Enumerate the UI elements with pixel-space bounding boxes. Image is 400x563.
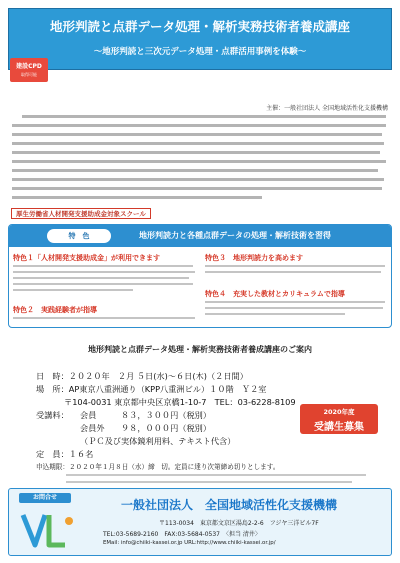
organization-email-url: EMail: info@chiiki-kassei.or.jp URL:http://www.chiiki-kassei.or.jp/ <box>103 540 276 546</box>
organization-address: 〒113-0034 東京都文京区湯島2-2-6 フジヤ三洋ビル7F <box>159 520 319 527</box>
text-line <box>12 133 382 136</box>
text-line <box>22 115 386 118</box>
contact-box <box>8 488 392 556</box>
features-header-bar <box>9 225 391 247</box>
badge-year: 2020年度 <box>323 408 355 416</box>
course-title: 地形判読と点群データ処理・解析実務技術者養成講座 <box>49 19 350 34</box>
fee-label: 受講料： <box>36 410 69 420</box>
feature-item-2: 特色２ 実践経験者が指導 <box>13 306 97 314</box>
text-line <box>13 289 133 291</box>
organization-name: 一般社団法人 全国地域活性化支援機構 <box>121 498 338 512</box>
text-line <box>13 283 193 285</box>
capacity: 定 員：１６名 <box>36 449 94 459</box>
text-line <box>13 277 189 279</box>
text-line <box>205 301 385 303</box>
fee-general: 会員外 ９８，０００円（税別） <box>80 423 212 433</box>
text-line <box>13 271 195 273</box>
schedule-date: 日 時：２０２０年 ２月 ５日(水)～６日(木)（２日間） <box>36 371 248 381</box>
contact-label: お問合せ <box>19 493 71 503</box>
cpd-badge <box>10 58 48 82</box>
features-box <box>8 224 392 328</box>
subsidy-eligible-tag: 厚生労働省人材開発支援助成金対象スクール <box>11 208 151 219</box>
schedule-heading: 地形判読と点群データ処理・解析実務技術者養成講座のご案内 <box>88 345 312 354</box>
text-line <box>205 271 381 273</box>
application-deadline: 申込期限：２０２０年１月８日（水）締 切。定員に達り次第締め切りとします。 <box>36 463 280 471</box>
fee-member: 会員 ８３，３００円（税別） <box>80 410 212 420</box>
header-banner <box>8 8 392 70</box>
text-line <box>12 151 380 154</box>
badge-main: 受講生募集 <box>314 422 364 433</box>
text-line <box>12 178 384 181</box>
intro-paragraph <box>12 113 388 205</box>
text-line <box>13 265 193 267</box>
schedule-venue: 場 所：AP東京八重洲通り（KPP八重洲ビル）１０階 Ｙ２室 <box>36 384 267 394</box>
feature-item-3: 特色３ 地形判読力を高めます <box>205 254 303 262</box>
feature-item-4: 特色４ 充実した教材とカリキュラムで指導 <box>205 290 345 298</box>
text-line <box>205 307 383 309</box>
course-subtitle: ～地形判読と三次元データ処理・点群活用事例を体験～ <box>93 47 307 57</box>
cpd-badge-caption: 取得可能 <box>21 72 37 77</box>
venue-address: 〒104-0031 東京都中央区京橋1-10-7 TEL：03-6228-8109 <box>64 397 296 407</box>
cpd-badge-title: 建設CPD <box>16 63 42 70</box>
text-line <box>12 187 382 190</box>
recruiting-badge <box>300 404 378 434</box>
text-line <box>12 124 386 127</box>
text-line <box>13 317 195 319</box>
organization-phone: TEL:03-5689-2160 FAX:03-5684-0537 〈担当 清井〉 <box>103 531 261 538</box>
feature-item-1: 特色１「人材開発支援助成金」が利用できます <box>13 254 160 262</box>
text-line <box>205 265 385 267</box>
text-line <box>12 142 384 145</box>
text-line <box>12 160 386 163</box>
organization-logo-icon <box>19 511 77 551</box>
text-line <box>12 169 378 172</box>
text-line <box>66 481 352 483</box>
fee-note: （ＰＣ及び実体鏡利用料、テキスト代含） <box>80 436 236 446</box>
text-line <box>12 196 262 199</box>
text-line <box>205 313 345 315</box>
host-organizer: 主催：一般社団法人 全国地域活性化支援機構 <box>266 105 388 112</box>
features-heading: 地形判読力と各種点群データの処理・解析技術を習得 <box>139 231 331 240</box>
features-label: 特 色 <box>47 229 111 243</box>
text-line <box>66 474 366 476</box>
